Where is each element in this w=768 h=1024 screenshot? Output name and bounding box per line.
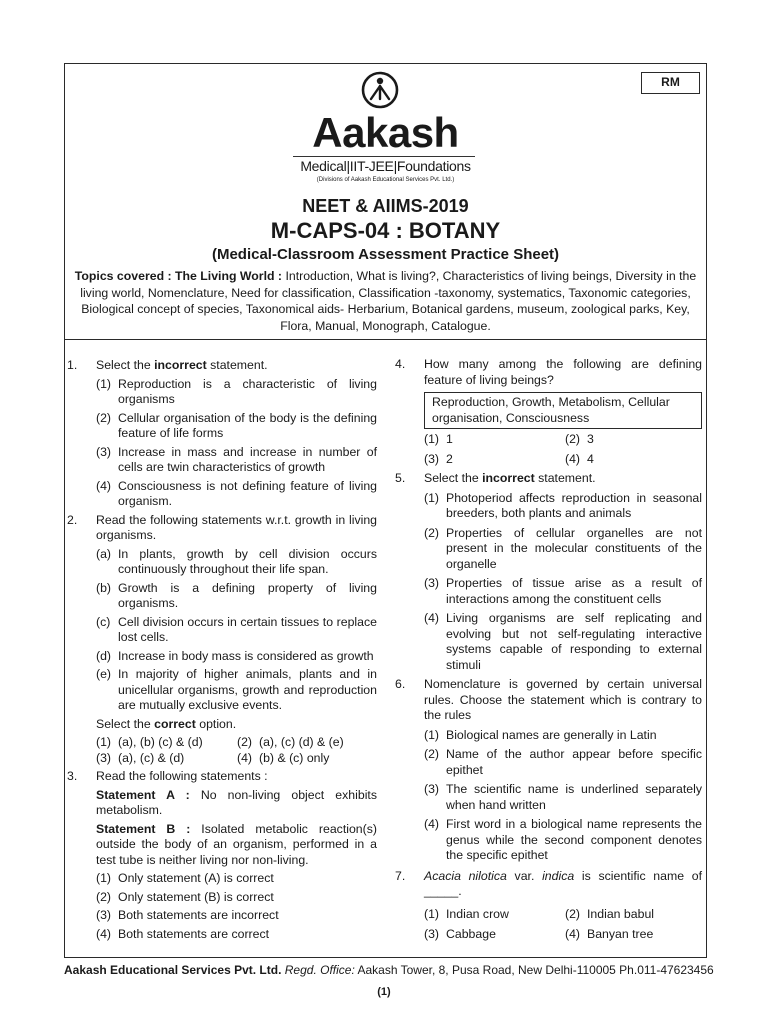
- option-number: (3): [96, 444, 112, 459]
- option-text: Reproduction is a characteristic of living organisms: [118, 376, 377, 406]
- option-number: (3): [424, 782, 440, 796]
- option-text: Name of the author appear before specific epithet: [446, 747, 702, 777]
- option-number: (1): [424, 432, 440, 446]
- question-2: [67, 513, 377, 544]
- question-text: statement.: [206, 358, 268, 372]
- option-number: (2): [96, 889, 112, 904]
- question-text: Read the following statements :: [96, 769, 268, 783]
- option-number: (1): [424, 727, 440, 742]
- option-number: (3): [424, 927, 440, 941]
- q2-option-3[interactable]: [96, 751, 237, 767]
- question-number: 3.: [67, 769, 78, 783]
- q3-option-1[interactable]: [96, 871, 377, 887]
- topics-label: Topics covered : The Living World :: [74, 269, 283, 283]
- statement-number: (b): [96, 580, 112, 595]
- option-number: (2): [424, 747, 440, 761]
- statement-text: In majority of higher animals, plants and in unicellular organisms, growth and reproduction are mutually exclusive events.: [118, 667, 377, 712]
- q7-option-1[interactable]: [424, 907, 565, 923]
- test-title: M-CAPS-04 : BOTANY: [270, 218, 501, 243]
- statement-text: No non-living object exhibits metabolism.: [96, 787, 377, 817]
- question-text: How many among the following are defining feature of living beings?: [424, 357, 702, 387]
- footer: [64, 963, 714, 978]
- scientific-name-genus: Acacia nilotica: [424, 868, 507, 883]
- q3-statement-b: [96, 822, 377, 869]
- statement-text: Growth is a defining property of living organisms.: [118, 580, 377, 610]
- q2-options: [96, 735, 377, 766]
- option-number: (1): [424, 906, 440, 921]
- option-text: Only statement (A) is correct: [118, 871, 274, 885]
- q1-option-4[interactable]: [96, 479, 377, 510]
- option-number: (4): [237, 750, 253, 765]
- statement-text: Increase in body mass is considered as growth: [118, 648, 374, 663]
- q2-statement-e: [96, 667, 377, 714]
- question-text: Select the: [424, 471, 483, 485]
- q2-statement-a: [96, 547, 377, 578]
- q5-option-1[interactable]: [424, 491, 702, 522]
- option-text: (a), (c) (d) & (e): [259, 735, 344, 749]
- q1-option-3[interactable]: [96, 445, 377, 476]
- question-text: is scientific name of _____.: [424, 868, 703, 898]
- option-number: (2): [424, 525, 440, 540]
- question-number: 2.: [67, 512, 78, 527]
- option-number: (4): [96, 926, 112, 941]
- q4-option-3[interactable]: [424, 452, 565, 468]
- option-text: The scientific name is underlined separately when hand written: [446, 782, 702, 812]
- q2-instruction: [96, 717, 377, 733]
- left-column: [67, 358, 377, 942]
- question-number: 5.: [395, 471, 406, 485]
- option-number: (2): [565, 906, 581, 921]
- option-text: (a), (b) (c) & (d): [118, 735, 203, 749]
- q4-feature-box: Reproduction, Growth, Metabolism, Cellular organisation, Consciousness: [424, 392, 702, 429]
- statement-number: (e): [96, 667, 112, 681]
- q5-option-2[interactable]: [424, 526, 702, 573]
- q2-statement-b: [96, 581, 377, 612]
- question-1: [67, 358, 377, 374]
- option-text: Properties of tissue arise as a result of interactions among the constituent cells: [446, 576, 702, 606]
- q1-option-2[interactable]: [96, 411, 377, 442]
- topics-covered: [71, 268, 700, 334]
- option-text: Biological names are generally in Latin: [446, 727, 657, 742]
- option-number: (3): [424, 451, 440, 466]
- option-text: Living organisms are self replicating and evolving but not self-regulating interactive systems capable of responding to external stimuli: [446, 611, 702, 672]
- brand-division-note: (Divisions of Aakash Educational Services Pvt. Ltd.): [316, 177, 455, 183]
- option-number: (4): [424, 611, 440, 625]
- option-text: Both statements are incorrect: [118, 908, 279, 922]
- q3-option-4[interactable]: [96, 927, 377, 943]
- question-text: Select the: [96, 358, 155, 372]
- option-number: (4): [424, 817, 440, 831]
- option-number: (1): [96, 871, 112, 885]
- option-text: Consciousness is not defining feature of living organism.: [118, 478, 377, 508]
- question-3: [67, 769, 377, 785]
- question-number: 1.: [67, 358, 78, 372]
- footer-address: Aakash Tower, 8, Pusa Road, New Delhi-110005 Ph.011-47623456: [354, 963, 714, 977]
- option-text: Photoperiod affects reproduction in seasonal breeders, both plants and animals: [446, 490, 702, 520]
- q5-option-3[interactable]: [424, 576, 702, 607]
- q7-option-2[interactable]: [565, 907, 705, 923]
- question-emphasis: incorrect: [482, 471, 535, 485]
- q4-option-1[interactable]: [424, 432, 565, 448]
- exam-title: NEET & AIIMS-2019: [302, 196, 469, 216]
- question-5: [395, 471, 702, 487]
- option-text: Cellular organisation of the body is the defining feature of life forms: [118, 410, 377, 440]
- aakash-logo-icon: [360, 69, 400, 111]
- statement-text: Cell division occurs in certain tissues to replace lost cells.: [118, 614, 377, 644]
- q6-option-2[interactable]: [424, 747, 702, 778]
- paper-code-badge: RM: [641, 72, 700, 94]
- question-text: Nomenclature is governed by certain universal rules. Choose the statement which is contrary to the rules: [424, 677, 702, 722]
- option-text: Banyan tree: [587, 927, 654, 941]
- option-text: 3: [587, 432, 594, 446]
- option-text: Both statements are correct: [118, 926, 270, 941]
- topics-text: Introduction, What is living?, Characteristics of living beings, Diversity in the living world, Nomenclature, Need for classification, Classification -taxonomy, systematics, Taxonomic categories, Biological concept of species, Taxonomical aids- Herbarium, Botanical gardens, museum, zoological parks, Key, Flora, Manual, Monograph, Catalogue.: [80, 269, 697, 333]
- option-text: (b) & (c) only: [259, 750, 330, 765]
- q6-option-4[interactable]: [424, 817, 702, 864]
- option-text: Only statement (B) is correct: [118, 889, 274, 904]
- statement-text: Isolated metabolic reaction(s) outside the body of an organism, performed in a test tube is neither living nor non-living.: [96, 821, 377, 867]
- instruction-emphasis: correct: [154, 716, 196, 731]
- q4-options: [424, 432, 702, 467]
- statement-label: Statement B :: [96, 821, 191, 836]
- question-text: Read the following statements w.r.t. growth in living organisms.: [96, 512, 377, 542]
- q7-option-3[interactable]: [424, 927, 565, 943]
- q1-option-1[interactable]: [96, 377, 377, 408]
- statement-label: Statement A :: [96, 787, 190, 802]
- question-4: [395, 357, 702, 388]
- option-number: (2): [565, 432, 581, 446]
- footer-regd-label: Regd. Office:: [281, 963, 355, 977]
- scientific-name-variety: indica: [542, 868, 575, 883]
- option-number: (3): [424, 576, 440, 590]
- option-text: Indian crow: [446, 906, 509, 921]
- q2-option-2[interactable]: [237, 735, 377, 751]
- option-text: 2: [446, 451, 453, 466]
- option-text: 4: [587, 451, 594, 466]
- option-text: (a), (c) & (d): [118, 750, 185, 765]
- question-6: [395, 677, 702, 724]
- brand-name: Aakash: [312, 109, 459, 156]
- q7-option-4[interactable]: [565, 927, 705, 943]
- option-text: Indian babul: [587, 906, 655, 921]
- right-column: [395, 357, 702, 943]
- page-number: (1): [377, 986, 391, 998]
- q6-option-1[interactable]: [424, 728, 702, 744]
- option-text: Properties of cellular organelles are not present in the molecular constituents of the organelle: [446, 525, 702, 571]
- question-number: 6.: [395, 677, 406, 691]
- option-number: (4): [96, 478, 112, 493]
- q4-option-2[interactable]: [565, 432, 705, 448]
- footer-company: Aakash Educational Services Pvt. Ltd.: [64, 963, 282, 977]
- brand-tagline: Medical|IIT-JEE|Foundations: [300, 158, 471, 174]
- option-number: (2): [96, 410, 112, 425]
- question-number: 4.: [395, 357, 406, 371]
- option-text: Increase in mass and increase in number of cells are twin characteristics of growth: [118, 444, 377, 474]
- option-number: (1): [424, 490, 440, 505]
- q2-option-1[interactable]: [96, 735, 237, 751]
- q2-statement-d: [96, 649, 377, 665]
- option-number: (2): [237, 735, 253, 749]
- q2-statement-c: [96, 615, 377, 646]
- option-text: Cabbage: [446, 927, 496, 941]
- instruction-text: Select the: [96, 716, 155, 731]
- q3-statement-a: [96, 788, 377, 819]
- question-number: 7.: [395, 868, 406, 883]
- q7-options: [424, 907, 702, 943]
- option-text: First word in a biological name represents the genus while the second component denotes the specific epithet: [446, 817, 702, 862]
- question-7: [395, 869, 702, 900]
- q2-option-4[interactable]: [237, 751, 377, 767]
- q3-option-2[interactable]: [96, 890, 377, 906]
- brand-divider: [293, 156, 475, 157]
- instruction-text: option.: [195, 716, 237, 731]
- option-number: (3): [96, 908, 112, 922]
- q3-option-3[interactable]: [96, 908, 377, 924]
- question-text: var.: [506, 868, 543, 883]
- option-number: (4): [565, 927, 581, 941]
- option-number: (4): [565, 451, 581, 466]
- q6-option-3[interactable]: [424, 782, 702, 813]
- option-number: (1): [96, 376, 112, 391]
- q5-option-4[interactable]: [424, 611, 702, 673]
- statement-text: In plants, growth by cell division occurs continuously throughout their life span.: [118, 546, 377, 576]
- option-number: (3): [96, 750, 112, 765]
- statement-number: (d): [96, 648, 112, 663]
- header: [65, 64, 706, 340]
- statement-number: (c): [96, 614, 111, 629]
- option-text: 1: [446, 432, 453, 446]
- statement-number: (a): [96, 546, 112, 561]
- q4-option-4[interactable]: [565, 452, 705, 468]
- sheet-subtitle: (Medical-Classroom Assessment Practice Sheet): [211, 246, 560, 263]
- question-emphasis: incorrect: [154, 358, 207, 372]
- question-text: statement.: [534, 471, 596, 485]
- option-number: (1): [96, 735, 112, 749]
